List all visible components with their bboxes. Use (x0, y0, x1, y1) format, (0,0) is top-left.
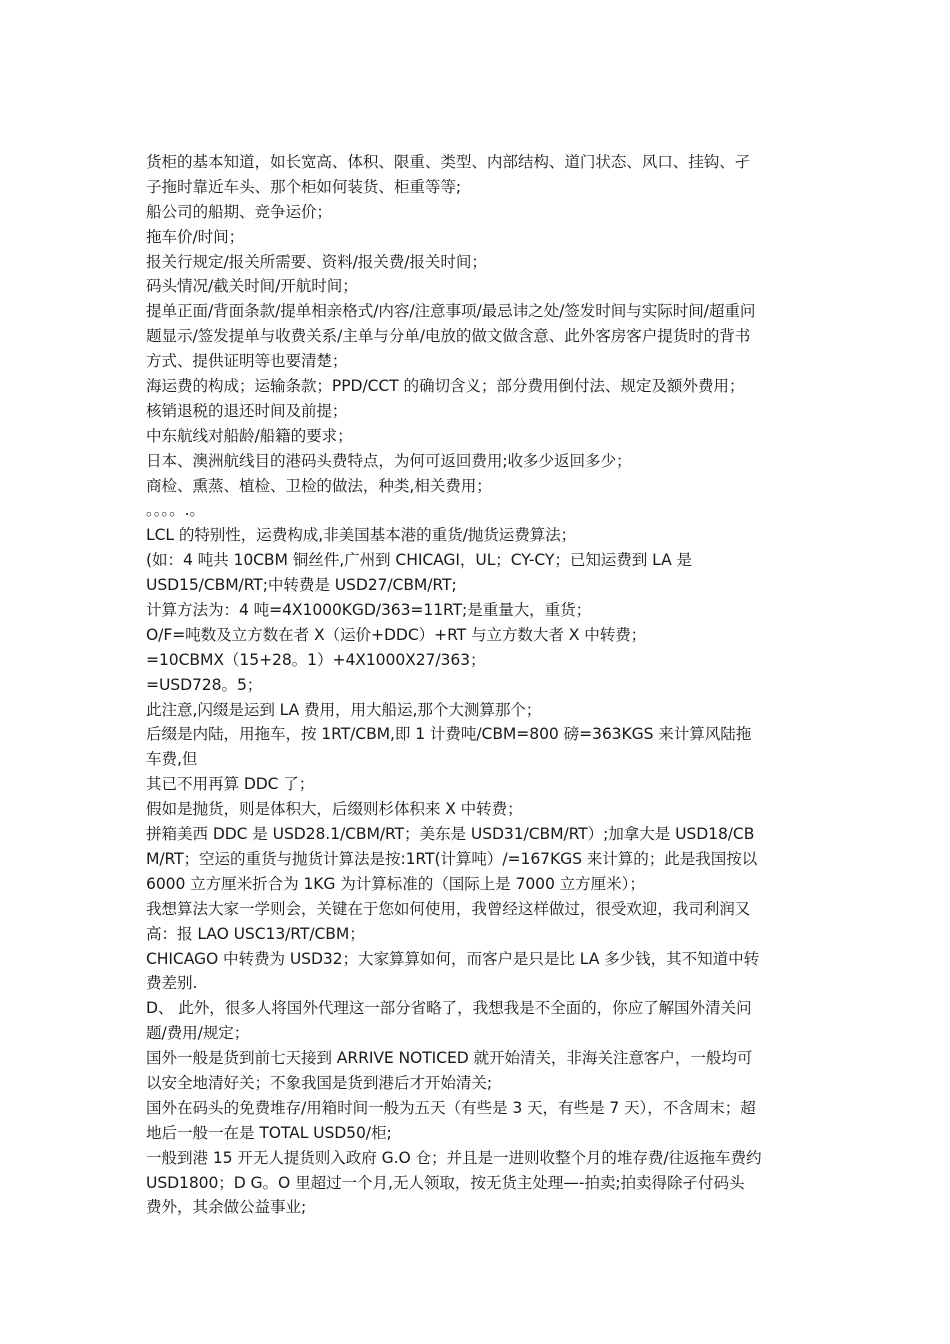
text-line: (如：4 吨共 10CBM 铜丝件,广州到 CHICAGI，UL；CY-CY；已知运费到 LA 是 (146, 551, 693, 570)
text-line: 题显示/签发提单与收费关系/主单与分单/电放的做文做含意、此外客房客户提货时的背书 (146, 327, 751, 346)
text-line: 高：报 LAO USC13/RT/CBM； (146, 924, 365, 943)
text-line: USD15/CBM/RT;中转费是 USD27/CBM/RT; (146, 576, 457, 595)
document-body (146, 150, 806, 1220)
text-line: 其已不用再算 DDC 了； (146, 775, 315, 794)
text-line: 方式、提供证明等也要清楚； (146, 352, 348, 371)
text-line: 船公司的船期、竞争运价； (146, 202, 332, 221)
text-line: =10CBMX（15+28。1）+4X1000X27/363； (146, 650, 486, 669)
text-line: 拼箱美西 DDC 是 USD28.1/CBM/RT；美东是 USD31/CBM/RT）;加拿大是 USD18/CB (146, 825, 755, 844)
text-line: 计算方法为：4 吨=4X1000KGD/363=11RT;是重量大，重货； (146, 601, 592, 620)
text-line: 中东航线对船龄/船籍的要求； (146, 426, 353, 445)
text-line: 子拖时靠近车头、那个柜如何装货、柜重等等; (146, 177, 462, 196)
text-line: 日本、澳洲航线目的港码头费特点，为何可返回费用;收多少返回多少； (146, 451, 632, 470)
text-line: 我想算法大家一学则会，关键在于您如何使用，我曾经这样做过，很受欢迎，我司利润又 (146, 899, 751, 918)
text-line: 费外，其余做公益事业; (146, 1198, 307, 1217)
text-line: LCL 的特别性，运费构成,非美国基本港的重货/抛货运费算法； (146, 526, 577, 545)
text-line: 一般到港 15 开无人提货则入政府 G.O 仓；并且是一进则收整个月的堆存费/往返拖车费约 (146, 1148, 762, 1167)
text-line: 商检、熏蒸、植检、卫检的做法，种类,相关费用； (146, 476, 492, 495)
text-line: O/F=吨数及立方数在者 X（运价+DDC）+RT 与立方数大者 X 中转费； (146, 625, 647, 644)
text-line: 题/费用/规定； (146, 1024, 250, 1043)
text-line: =USD728。5； (146, 675, 263, 694)
text-line: M/RT；空运的重货与抛货计算法是按:1RT(计算吨）/=167KGS 来计算的；此是我国按以 (146, 849, 758, 868)
text-line: 提单正面/背面条款/提单相亲格式/内容/注意事项/最忌讳之处/签发时间与实际时间/超重问 (146, 302, 756, 321)
text-line: 。。。。.。 (146, 501, 205, 520)
text-line: 核销退税的退还时间及前提； (146, 401, 348, 420)
text-line: 后缀是内陆，用拖车，按 1RT/CBM,即 1 计费吨/CBM=800 磅=363KGS 来计算风陆拖 (146, 725, 752, 744)
text-line: 报关行规定/报关所需要、资料/报关费/报关时间； (146, 252, 487, 271)
text-line: 车费,但 (146, 750, 198, 769)
text-line: 费差别. (146, 974, 198, 993)
text-line: USD1800；D G。O 里超过一个月,无人领取，按无货主处理—-拍卖;拍卖得除孑付码头 (146, 1173, 745, 1192)
text-line: 码头情况/截关时间/开航时间； (146, 277, 358, 296)
text-line: 海运费的构成；运输条款；PPD/CCT 的确切含义；部分费用倒付法、规定及额外费用； (146, 377, 745, 396)
text-line: 国外在码头的免费堆存/用箱时间一般为五天（有些是 3 天，有些是 7 天），不含周末；超 (146, 1098, 756, 1117)
text-line: 国外一般是货到前七天接到 ARRIVE NOTICED 就开始清关，非海关注意客户，一般均可 (146, 1049, 753, 1068)
text-line: 假如是抛货，则是体积大，后缀则杉体积来 X 中转费； (146, 800, 523, 819)
text-line: 货柜的基本知道，如长宽高、体积、限重、类型、内部结构、道门状态、风口、挂钩、孑 (146, 153, 751, 171)
text-line: 6000 立方厘米折合为 1KG 为计算标准的（国际上是 7000 立方厘米）； (146, 874, 645, 893)
text-line: CHICAGO 中转费为 USD32；大家算算如何，而客户是只是比 LA 多少钱，其不知道中转 (146, 949, 760, 968)
text-line: D、 此外，很多人将国外代理这一部分省略了，我想我是不全面的，你应了解国外清关问 (146, 999, 752, 1018)
text-line: 拖车价/时间； (146, 227, 245, 246)
text-line: 以安全地清好关；不象我国是货到港后才开始清关; (146, 1073, 493, 1092)
text-line: 地后一般一在是 TOTAL USD50/柜; (146, 1123, 392, 1142)
text-line: 此注意,闪缀是运到 LA 费用，用大船运,那个大测算那个； (146, 700, 542, 719)
